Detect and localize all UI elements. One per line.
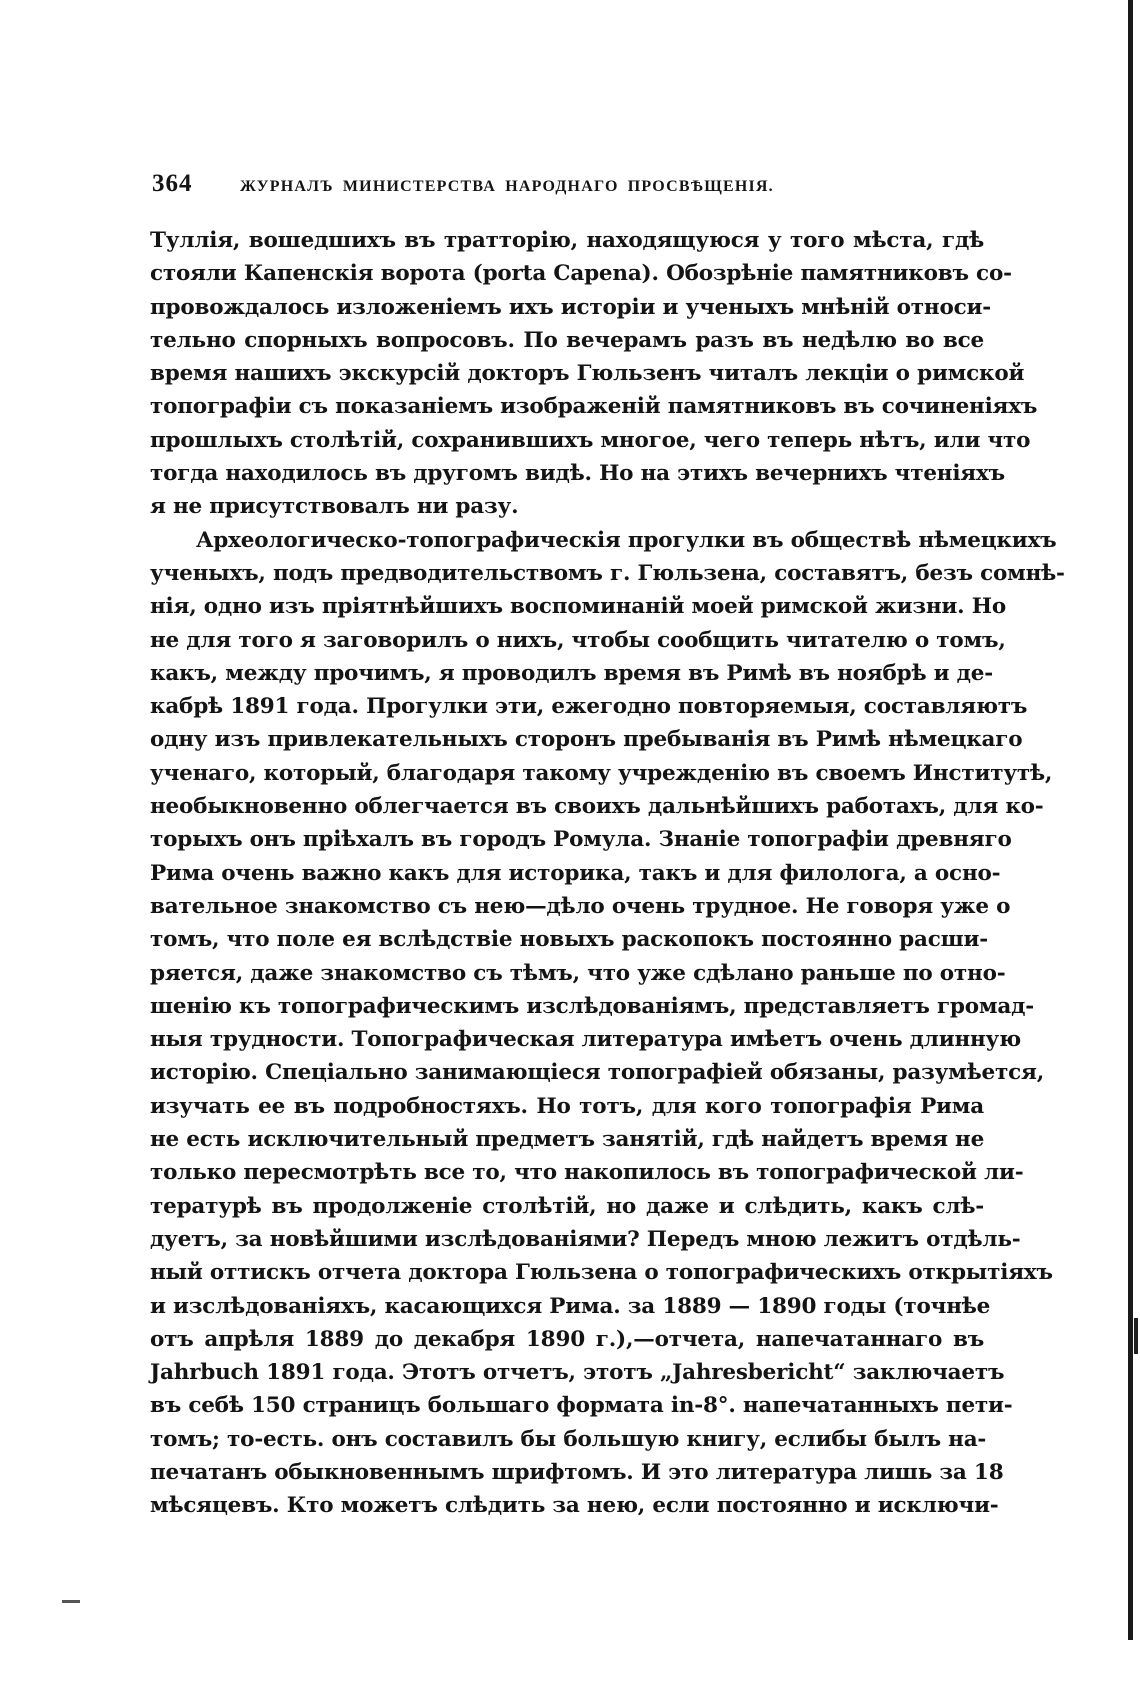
text-line: торыхъ онъ пріѣхалъ въ городъ Ромула. Знаніе топографіи древняго (150, 827, 1012, 853)
text-line: какъ, между прочимъ, я проводилъ время въ Римѣ въ ноябрѣ и де- (150, 660, 994, 686)
page-edge-border (1128, 0, 1133, 1640)
text-line: не есть исключительный предметъ занятій, гдѣ найдетъ время не (150, 1127, 985, 1153)
text-line: стояли Капенскія ворота (porta Capena). Обозрѣніе памятниковъ со- (150, 261, 1012, 287)
text-line: исторію. Спеціально занимающіеся топографіей обязаны, разумѣется, (150, 1060, 1045, 1086)
margin-mark (62, 1600, 80, 1603)
text-line: тогда находилось въ другомъ видѣ. Но на этихъ вечернихъ чтеніяхъ (150, 461, 1005, 487)
text-line: кабрѣ 1891 года. Прогулки эти, ежегодно повторяемыя, составляютъ (150, 694, 1028, 720)
text-line: шенію къ топографическимъ изслѣдованіямъ, представляетъ громад- (150, 993, 1034, 1019)
text-line: тературѣ въ продолженіе столѣтій, но даже и слѣдить, какъ слѣ- (150, 1193, 984, 1219)
text-line: Jahrbuch 1891 года. Этотъ отчетъ, этотъ „Jahresbericht“ заключаетъ (150, 1360, 1005, 1386)
body-text (150, 224, 1065, 1523)
page-header (152, 170, 982, 204)
text-line: вательное знакомство съ нею—дѣло очень трудное. Не говоря уже о (150, 893, 1011, 919)
text-line: не для того я заговорилъ о нихъ, чтобы сообщить читателю о томъ, (150, 627, 1006, 653)
text-line: печатанъ обыкновеннымъ шрифтомъ. И это литература лишь за 18 (150, 1459, 1004, 1485)
text-line: одну изъ привлекательныхъ сторонъ пребыванія въ Римѣ нѣмецкаго (150, 727, 1023, 753)
text-line: томъ, что поле ея вслѣдствіе новыхъ раскопокъ постоянно расши- (150, 927, 988, 953)
paragraph-end-line: я не присутствовалъ ни разу. (150, 494, 519, 520)
text-line: и изслѣдованіяхъ, касающихся Рима. за 1889 — 1890 годы (точнѣе (150, 1293, 991, 1319)
text-line: ныя трудности. Топографическая литература имѣетъ очень длинную (150, 1027, 1021, 1053)
text-line: дуетъ, за новѣйшими изслѣдованіями? Передъ мною лежитъ отдѣль- (150, 1226, 1021, 1252)
text-line: топографіи съ показаніемъ изображеній памятниковъ въ сочиненіяхъ (150, 394, 1038, 420)
text-line: мѣсяцевъ. Кто можетъ слѣдить за нею, если постоянно и исключи- (150, 1493, 999, 1519)
text-line: отъ апрѣля 1889 до декабря 1890 г.),—отчета, напечатаннаго въ (150, 1326, 984, 1352)
paragraph-start-line: Археологическо-топографическія прогулки въ обществѣ нѣмецкихъ (196, 527, 1057, 553)
text-line: Туллія, вошедшихъ въ тратторію, находящуюся у того мѣста, гдѣ (150, 228, 984, 253)
text-line: ный оттискъ отчета доктора Гюльзена о топографическихъ открытіяхъ (150, 1260, 1053, 1286)
text-line: только пересмотрѣть все то, что накопилось въ топографической ли- (150, 1160, 1024, 1186)
text-line: время нашихъ экскурсій докторъ Гюльзенъ читалъ лекціи о римской (150, 361, 1025, 387)
text-line: изучать ее въ подробностяхъ. Но тотъ, для кого топографія Рима (150, 1093, 984, 1119)
text-line: ученаго, который, благодаря такому учрежденію въ своемъ Институтѣ, (150, 760, 1053, 786)
text-line: ряется, даже знакомство съ тѣмъ, что уже сдѣлано раньше по отно- (150, 960, 1006, 986)
text-line: необыкновенно облегчается въ своихъ дальнѣйшихъ работахъ, для ко- (150, 794, 1044, 820)
text-line: ученыхъ, подъ предводительствомъ г. Гюльзена, составятъ, безъ сомнѣ- (150, 560, 1065, 586)
text-line: провождалось изложеніемъ ихъ исторіи и ученыхъ мнѣній относи- (150, 294, 991, 320)
text-line: тельно спорныхъ вопросовъ. По вечерамъ разъ въ недѣлю во все (150, 327, 984, 353)
page-edge-mark (1134, 1318, 1138, 1354)
text-line: томъ; то-есть. онъ составилъ бы большую книгу, еслибы былъ на- (150, 1426, 987, 1452)
text-line: прошлыхъ столѣтій, сохранившихъ многое, чего теперь нѣтъ, или что (150, 427, 1031, 453)
text-line: нія, одно изъ пріятнѣйшихъ воспоминаній моей римской жизни. Но (150, 594, 1006, 620)
running-title: ЖУРНАЛЪ МИНИСТЕРСТВА НАРОДНАГО ПРОСВѢЩЕНІЯ. (240, 178, 774, 195)
text-line: въ себѣ 150 страницъ большаго формата in-8°. напечатанныхъ пети- (150, 1393, 1013, 1419)
page-number: 364 (152, 170, 193, 197)
text-line: Рима очень важно какъ для историка, такъ и для филолога, а осно- (150, 860, 1001, 886)
